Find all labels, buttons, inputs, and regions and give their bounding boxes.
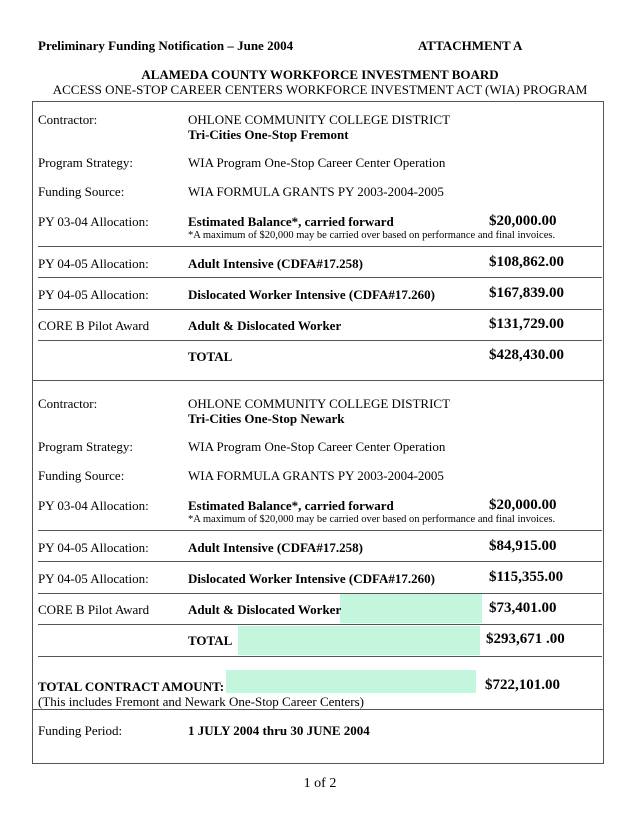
- funding-period-value: 1 JULY 2004 thru 30 JUNE 2004: [188, 723, 370, 738]
- highlight: [238, 626, 480, 655]
- divider: [38, 277, 602, 278]
- highlight: [340, 594, 482, 623]
- dw-desc: Dislocated Worker Intensive (CDFA#17.260): [188, 287, 435, 302]
- adult-amount: $84,915.00: [489, 538, 557, 554]
- adult-desc: Adult Intensive (CDFA#17.258): [188, 540, 363, 555]
- strategy-value: WIA Program One-Stop Career Center Operation: [188, 155, 446, 170]
- strategy-value: WIA Program One-Stop Career Center Operation: [188, 439, 446, 454]
- coreb-desc: Adult & Dislocated Worker: [188, 602, 342, 617]
- py0304-note: *A maximum of $20,000 may be carried over based on performance and final invoices.: [188, 230, 556, 241]
- adult-label: PY 04-05 Allocation:: [38, 256, 149, 271]
- source-value: WIA FORMULA GRANTS PY 2003-2004-2005: [188, 184, 444, 199]
- py0304-amount: $20,000.00: [489, 497, 557, 513]
- py0304-note: *A maximum of $20,000 may be carried over based on performance and final invoices.: [188, 514, 556, 525]
- divider: [38, 530, 602, 531]
- py0304-label: PY 03-04 Allocation:: [38, 214, 149, 229]
- py0304-desc: Estimated Balance*, carried forward: [188, 498, 394, 513]
- coreb-amount: $73,401.00: [489, 600, 557, 616]
- highlight: [226, 670, 476, 693]
- contractor-name: OHLONE COMMUNITY COLLEGE DISTRICT: [188, 112, 451, 127]
- coreb-label: CORE B Pilot Award: [38, 602, 150, 617]
- total-label: TOTAL: [188, 633, 233, 648]
- coreb-label: CORE B Pilot Award: [38, 318, 150, 333]
- dw-amount: $115,355.00: [489, 569, 564, 585]
- header-title: Preliminary Funding Notification – June 2004: [38, 38, 294, 53]
- total-label: TOTAL: [188, 349, 233, 364]
- divider: [38, 561, 602, 562]
- divider: [38, 656, 602, 657]
- total-amount: $293,671 .00: [486, 631, 565, 647]
- board-title: ALAMEDA COUNTY WORKFORCE INVESTMENT BOARD: [141, 67, 499, 82]
- source-value: WIA FORMULA GRANTS PY 2003-2004-2005: [188, 468, 444, 483]
- coreb-amount: $131,729.00: [489, 316, 564, 332]
- dw-desc: Dislocated Worker Intensive (CDFA#17.260): [188, 571, 435, 586]
- source-label: Funding Source:: [38, 184, 125, 199]
- source-label: Funding Source:: [38, 468, 125, 483]
- py0304-label: PY 03-04 Allocation:: [38, 498, 149, 513]
- section-divider: [32, 380, 604, 381]
- contract-total-label: TOTAL CONTRACT AMOUNT:: [38, 679, 225, 694]
- divider: [38, 246, 602, 247]
- contractor-label: Contractor:: [38, 112, 98, 127]
- dw-label: PY 04-05 Allocation:: [38, 287, 149, 302]
- strategy-label: Program Strategy:: [38, 155, 133, 170]
- adult-label: PY 04-05 Allocation:: [38, 540, 149, 555]
- dw-label: PY 04-05 Allocation:: [38, 571, 149, 586]
- funding-period-label: Funding Period:: [38, 723, 123, 738]
- contractor-label: Contractor:: [38, 396, 98, 411]
- contractor-site: Tri-Cities One-Stop Newark: [188, 411, 345, 426]
- coreb-desc: Adult & Dislocated Worker: [188, 318, 342, 333]
- adult-amount: $108,862.00: [489, 254, 564, 270]
- py0304-desc: Estimated Balance*, carried forward: [188, 214, 394, 229]
- total-amount: $428,430.00: [489, 347, 564, 363]
- divider: [38, 340, 602, 341]
- contract-total-amount: $722,101.00: [485, 677, 560, 693]
- divider: [38, 624, 602, 625]
- py0304-amount: $20,000.00: [489, 213, 557, 229]
- contractor-site: Tri-Cities One-Stop Fremont: [188, 127, 349, 142]
- program-title: ACCESS ONE-STOP CAREER CENTERS WORKFORCE INVESTMENT ACT (WIA) PROGRAM: [52, 82, 588, 97]
- contract-total-note: (This includes Fremont and Newark One-Stop Career Centers): [38, 694, 364, 709]
- funding-table: [32, 101, 604, 764]
- contractor-name: OHLONE COMMUNITY COLLEGE DISTRICT: [188, 396, 451, 411]
- adult-desc: Adult Intensive (CDFA#17.258): [188, 256, 363, 271]
- divider: [38, 593, 602, 594]
- divider: [38, 309, 602, 310]
- page-number: 1 of 2: [303, 776, 337, 791]
- dw-amount: $167,839.00: [489, 285, 564, 301]
- attachment-label: ATTACHMENT A: [418, 38, 523, 53]
- strategy-label: Program Strategy:: [38, 439, 133, 454]
